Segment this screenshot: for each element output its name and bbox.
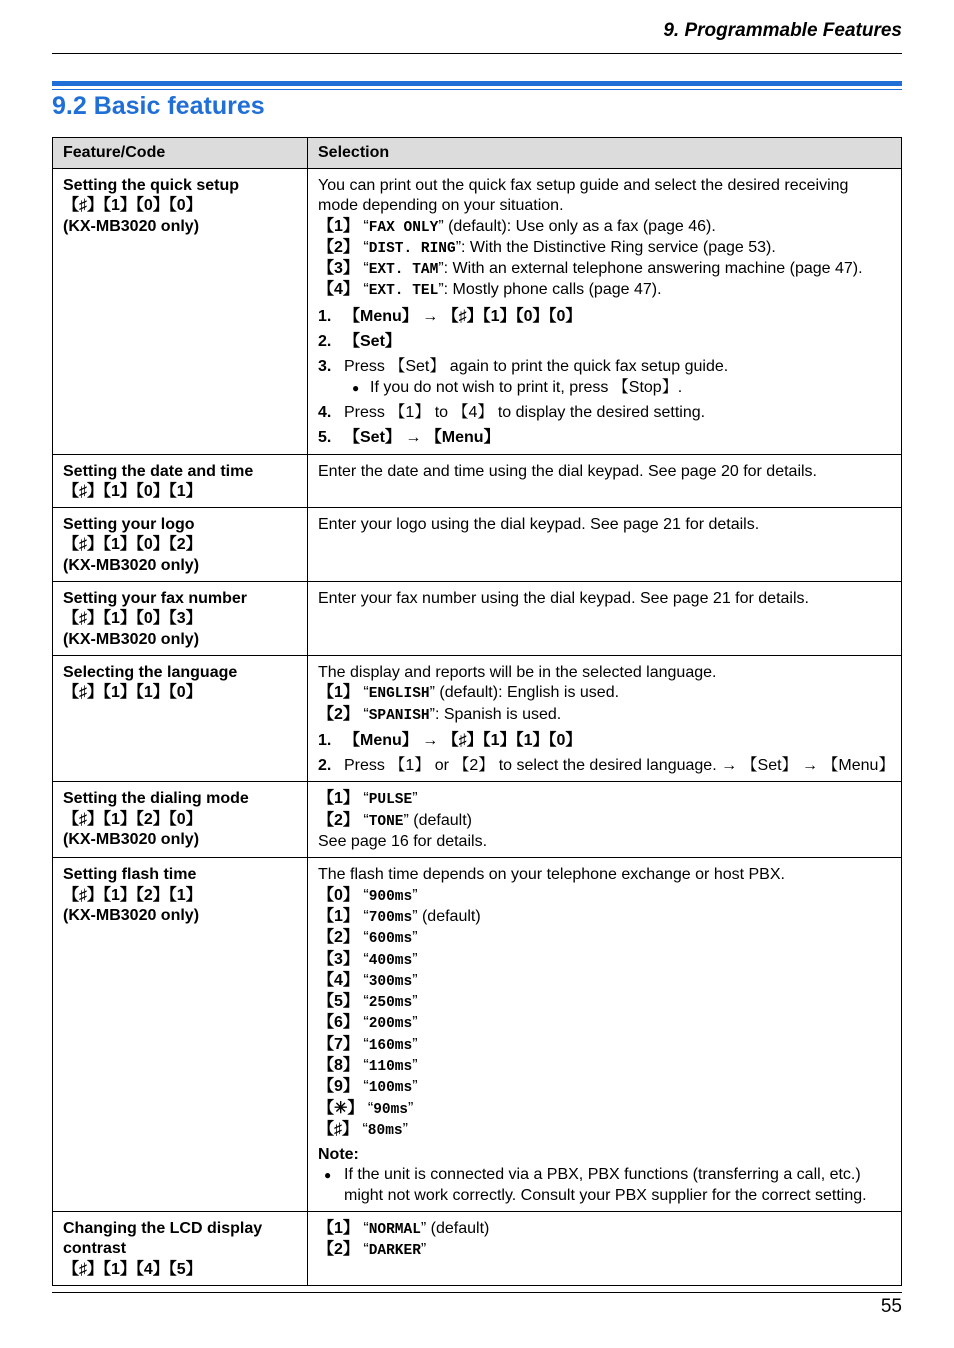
feature-name: Selecting the language [63, 663, 238, 681]
option-line: 【4】 “EXT. TEL”: Mostly phone calls (page 47). [318, 281, 662, 300]
feature-name: Setting the dialing mode [63, 790, 249, 808]
step: 1. 【Menu】 → 【♯】【1】【1】【0】 [318, 731, 582, 749]
selection-cell [308, 169, 902, 455]
col-header-feature: Feature/Code [53, 138, 308, 169]
section-title: 9.2 Basic features [52, 92, 265, 120]
step: 1. 【Menu】 → 【♯】【1】【0】【0】 [318, 307, 582, 325]
selection-cell: The flash time depends on your telephone exchange or host PBX. 【0】 “900ms” 【1】 “700ms” (default) 【2】 “600ms” 【3】 “400ms” 【4】 “300ms” 【5】 “250ms” 【6】 “200ms” 【7】 “160ms” 【8】 “110ms” 【9】 “100ms” 【✳】 “90ms” 【♯】 “80ms” Note: ● If the unit is connected via a PBX, PBX functions (transferring a call, etc.) might not work correctly. Consult your PBX supplier for the correct setting. [308, 858, 902, 1212]
feature-cell [53, 782, 308, 858]
note-label: Note: [318, 1146, 359, 1164]
chapter-title: 9. Programmable Features [663, 20, 902, 41]
feature-cell [53, 858, 308, 1212]
feature-code: 【♯】【1】【0】【3】 [63, 610, 202, 628]
option-line: 【1】 “FAX ONLY” (default): Use only as a fax (page 46). [318, 217, 716, 236]
footer-rule [52, 1292, 902, 1293]
option-line: 【3】 “EXT. TAM”: With an external telephone answering machine (page 47). [318, 260, 863, 279]
feature-code: 【♯】【1】【0】【2】 [63, 536, 202, 554]
selection-intro: You can print out the quick fax setup guide and select the desired receiving mode depending on your situation. [318, 177, 849, 215]
option-line: 【0】 “900ms” [318, 886, 418, 905]
table-row [53, 582, 902, 656]
table-row [53, 858, 902, 1212]
feature-code: 【♯】【1】【2】【1】 [63, 886, 202, 904]
feature-code: 【♯】【1】【4】【5】 [63, 1260, 202, 1278]
feature-cell [53, 1212, 308, 1286]
option-line: 【2】 “SPANISH”: Spanish is used. [318, 705, 562, 724]
features-table [52, 137, 902, 1286]
table-row [53, 1212, 902, 1286]
table-row [53, 655, 902, 781]
option-line: 【2】 “600ms” [318, 929, 418, 948]
col-header-selection: Selection [308, 138, 902, 169]
feature-code: 【♯】【1】【2】【0】 [63, 810, 202, 828]
option-line: 【8】 “110ms” [318, 1056, 418, 1075]
feature-name: Changing the LCD display contrast [63, 1220, 263, 1258]
table-row [53, 508, 902, 582]
feature-cell [53, 454, 308, 508]
step: 2. Press 【1】 or 【2】 to select the desired language. → 【Set】 → 【Menu】 [318, 757, 895, 775]
feature-cell [53, 582, 308, 656]
note-bullet: ● If the unit is connected via a PBX, PBX functions (transferring a call, etc.) might not work correctly. Consult your PBX supplier for the correct setting. [324, 1166, 867, 1204]
option-line: 【1】 “700ms” (default) [318, 907, 481, 926]
option-line: 【1】 “PULSE” [318, 790, 418, 809]
feature-model: (KX-MB3020 only) [63, 217, 200, 235]
selection-cell: Enter your logo using the dial keypad. See page 21 for details. [308, 508, 902, 582]
step: 4. Press 【1】 to 【4】 to display the desired setting. [318, 403, 706, 421]
option-line: 【✳】 “90ms” [318, 1099, 414, 1118]
header-rule [52, 53, 902, 54]
feature-name: Setting flash time [63, 866, 197, 884]
feature-model: (KX-MB3020 only) [63, 556, 200, 574]
feature-cell [53, 169, 308, 455]
option-line: 【7】 “160ms” [318, 1035, 418, 1054]
step: 3. Press 【Set】 again to print the quick fax setup guide. ● If you do not wish to print it, press 【Stop】. [318, 357, 891, 398]
section-bar-thin [52, 89, 902, 90]
option-line: 【1】 “ENGLISH” (default): English is used. [318, 684, 620, 703]
feature-name: Setting the quick setup [63, 177, 240, 194]
feature-cell [53, 655, 308, 781]
option-line: 【3】 “400ms” [318, 950, 418, 969]
feature-cell [53, 508, 308, 582]
feature-model: (KX-MB3020 only) [63, 831, 200, 849]
step: 5. 【Set】 → 【Menu】 [318, 429, 500, 447]
section-bar [52, 81, 902, 86]
table-row [53, 454, 902, 508]
step-bullet: ● If you do not wish to print it, press 【Stop】. [352, 378, 683, 396]
table-row [53, 169, 902, 455]
selection-cell: Enter the date and time using the dial keypad. See page 20 for details. [308, 454, 902, 508]
option-line: 【♯】 “80ms” [318, 1120, 408, 1139]
selection-cell: Enter your fax number using the dial keypad. See page 21 for details. [308, 582, 902, 656]
option-line: 【5】 “250ms” [318, 993, 418, 1012]
feature-model: (KX-MB3020 only) [63, 906, 200, 924]
selection-cell [308, 1212, 902, 1286]
feature-name: Setting your fax number [63, 590, 248, 608]
table-row [53, 782, 902, 858]
selection-cell: 【1】 “PULSE” 【2】 “TONE” (default) See page 16 for details. [308, 782, 902, 858]
feature-name: Setting your logo [63, 516, 195, 534]
feature-model: (KX-MB3020 only) [63, 630, 200, 648]
feature-name: Setting the date and time [63, 462, 254, 480]
step: 2. 【Set】 [318, 333, 401, 351]
option-line: 【6】 “200ms” [318, 1014, 418, 1033]
option-line: 【2】 “DIST. RING”: With the Distinctive Ring service (page 53). [318, 238, 776, 257]
option-line: 【9】 “100ms” [318, 1078, 418, 1097]
option-line: 【4】 “300ms” [318, 971, 418, 990]
option-line: 【2】 “DARKER” [318, 1241, 427, 1260]
feature-code: 【♯】【1】【1】【0】 [63, 684, 202, 702]
page-number: 55 [880, 1296, 902, 1317]
selection-cell: The display and reports will be in the selected language. 【1】 “ENGLISH” (default): English is used. 【2】 “SPANISH”: Spanish is used. 1. 【Menu】 → 【♯】【1】【1】【0】 2. Press 【1】 or 【2】 to select the desired language. → 【Set】 → 【Menu】 [308, 655, 902, 781]
option-line: 【2】 “TONE” (default) [318, 811, 472, 830]
feature-code: 【♯】【1】【0】【0】 [63, 197, 202, 215]
feature-code: 【♯】【1】【0】【1】 [63, 482, 202, 500]
table-header-row [53, 138, 902, 169]
option-line: 【1】 “NORMAL” (default) [318, 1220, 490, 1239]
